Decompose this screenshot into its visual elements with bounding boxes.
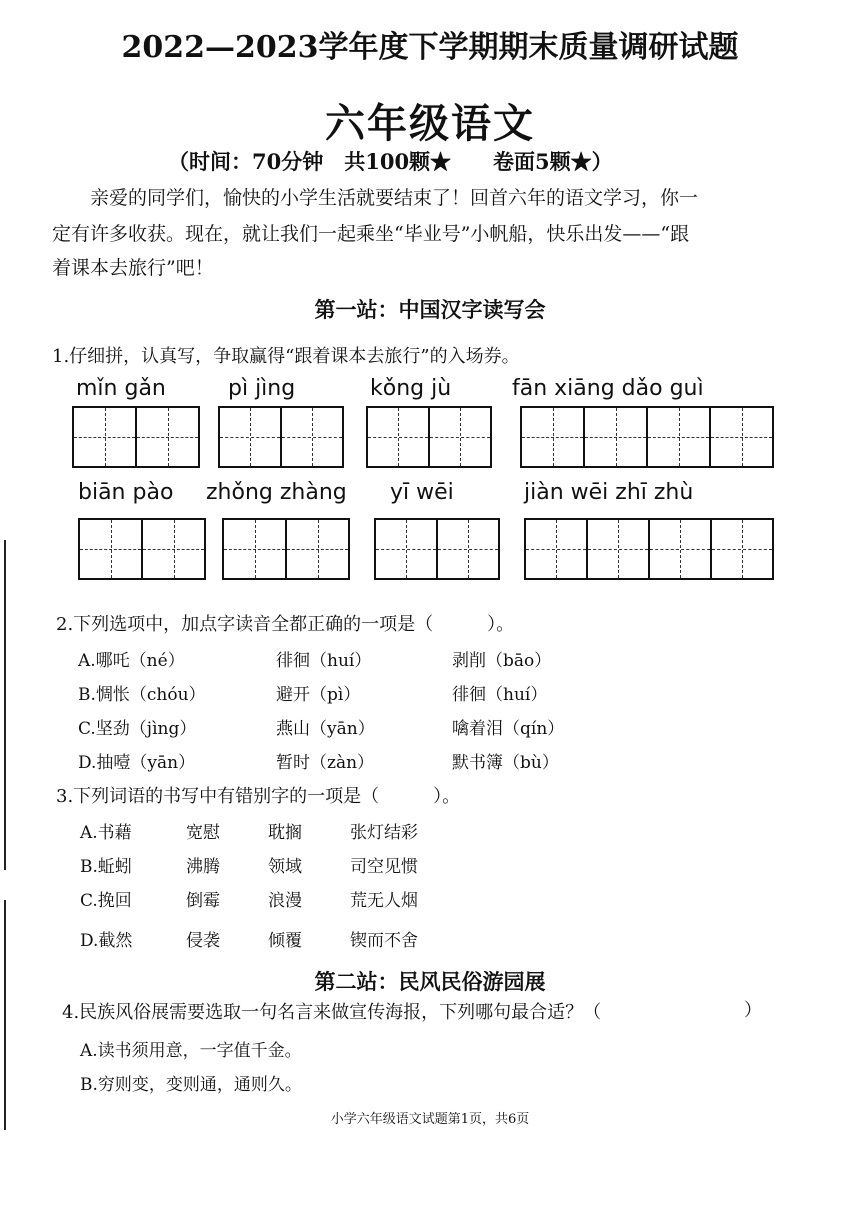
q2-option-c-1: C.坚劲（jìng） (78, 719, 197, 739)
char-cell[interactable] (650, 520, 712, 578)
q2-option-a-2: 徘徊（huí） (276, 651, 372, 671)
q2-option-d-1: D.抽噎（yān） (78, 753, 196, 773)
intro-line-2: 定有许多收获。现在，就让我们一起乘坐“毕业号”小帆船，快乐出发——“跟 (52, 223, 690, 245)
pinyin-5: biān pào (78, 480, 174, 505)
q3-option-a-3: 耽搁 (268, 823, 302, 843)
q3-option-d-3: 倾覆 (268, 931, 302, 951)
char-cell[interactable] (137, 408, 198, 466)
page-footer: 小学六年级语文试题第1页，共6页 (330, 1112, 530, 1127)
pinyin-8: jiàn wēi zhī zhù (524, 480, 694, 505)
q2-option-b-1: B.惆怅（chóu） (78, 685, 206, 705)
q3-option-d-4: 锲而不舍 (350, 931, 418, 951)
char-cell[interactable] (438, 520, 498, 578)
writing-grid-8[interactable] (524, 518, 774, 580)
exam-title: 2022—2023学年度下学期期末质量调研试题 (121, 30, 739, 65)
writing-grid-5[interactable] (78, 518, 206, 580)
char-cell[interactable] (220, 408, 282, 466)
q2-option-c-3: 噙着泪（qín） (452, 719, 565, 739)
char-cell[interactable] (588, 520, 650, 578)
q3-option-a-2: 宽慰 (186, 823, 220, 843)
q2-option-d-2: 暂时（zàn） (276, 753, 375, 773)
pinyin-2: pì jìng (228, 376, 296, 401)
char-cell[interactable] (376, 520, 438, 578)
intro-line-3: 着课本去旅行”吧！ (52, 257, 214, 279)
scan-edge-line (4, 900, 6, 1130)
q4-option-b: B.穷则变，变则通，通则久。 (80, 1075, 302, 1095)
question-3: 3.下列词语的书写中有错别字的一项是（ ）。 (56, 786, 461, 807)
q3-option-d-2: 侵袭 (186, 931, 220, 951)
q2-option-a-3: 剥削（bāo） (452, 651, 552, 671)
subject-title: 六年级语文 (325, 100, 535, 147)
pinyin-3: kǒng jù (370, 376, 452, 401)
q4-option-a: A.读书须用意，一字值千金。 (80, 1041, 302, 1061)
writing-grid-4[interactable] (520, 406, 774, 468)
q3-option-c-3: 浪漫 (268, 891, 302, 911)
q2-option-a-1: A.哪吒（né） (78, 651, 185, 671)
q3-option-c-1: C.挽回 (80, 891, 132, 911)
q3-option-b-3: 领域 (268, 857, 302, 877)
char-cell[interactable] (585, 408, 648, 466)
q2-option-c-2: 燕山（yān） (276, 719, 375, 739)
q3-option-b-1: B.蚯蚓 (80, 857, 132, 877)
scan-edge-line (4, 540, 6, 870)
section-2-title: 第二站：民风民俗游园展 (314, 969, 546, 994)
q3-option-b-4: 司空见惯 (350, 857, 418, 877)
q3-option-a-4: 张灯结彩 (350, 823, 418, 843)
q2-option-d-3: 默书簿（bù） (452, 753, 559, 773)
char-cell[interactable] (80, 520, 143, 578)
question-2: 2.下列选项中，加点字读音全都正确的一项是（ ）。 (56, 614, 515, 635)
q3-option-d-1: D.截然 (80, 931, 133, 951)
q3-option-a-1: A.书藉 (80, 823, 132, 843)
char-cell[interactable] (648, 408, 711, 466)
char-cell[interactable] (430, 408, 490, 466)
question-4: 4.民族风俗展需要选取一句名言来做宣传海报，下列哪句最合适？（ (62, 1002, 602, 1023)
char-cell[interactable] (282, 408, 342, 466)
char-cell[interactable] (522, 408, 585, 466)
char-cell[interactable] (287, 520, 348, 578)
writing-grid-3[interactable] (366, 406, 492, 468)
exam-info: （时间：70分钟 共100颗★ 卷面5颗★） (168, 149, 613, 174)
pinyin-6: zhǒng zhàng (206, 480, 347, 505)
char-cell[interactable] (368, 408, 430, 466)
intro-line-1: 亲爱的同学们，愉快的小学生活就要结束了！回首六年的语文学习，你一 (90, 187, 699, 209)
char-cell[interactable] (74, 408, 137, 466)
writing-grid-6[interactable] (222, 518, 350, 580)
writing-grid-2[interactable] (218, 406, 344, 468)
question-1: 1.仔细拼，认真写，争取赢得“跟着课本去旅行”的入场券。 (52, 346, 520, 367)
question-4-close: ） (744, 1000, 762, 1021)
pinyin-4: fān xiāng dǎo guì (512, 376, 704, 401)
q2-option-b-3: 徘徊（huí） (452, 685, 548, 705)
q3-option-b-2: 沸腾 (186, 857, 220, 877)
char-cell[interactable] (143, 520, 204, 578)
q3-option-c-4: 荒无人烟 (350, 891, 418, 911)
section-1-title: 第一站：中国汉字读写会 (314, 297, 546, 322)
pinyin-1: mǐn gǎn (76, 376, 166, 401)
writing-grid-1[interactable] (72, 406, 200, 468)
q3-option-c-2: 倒霉 (186, 891, 220, 911)
char-cell[interactable] (712, 520, 772, 578)
char-cell[interactable] (224, 520, 287, 578)
q2-option-b-2: 避开（pì） (276, 685, 361, 705)
writing-grid-7[interactable] (374, 518, 500, 580)
pinyin-7: yī wēi (390, 480, 454, 505)
char-cell[interactable] (526, 520, 588, 578)
char-cell[interactable] (711, 408, 772, 466)
